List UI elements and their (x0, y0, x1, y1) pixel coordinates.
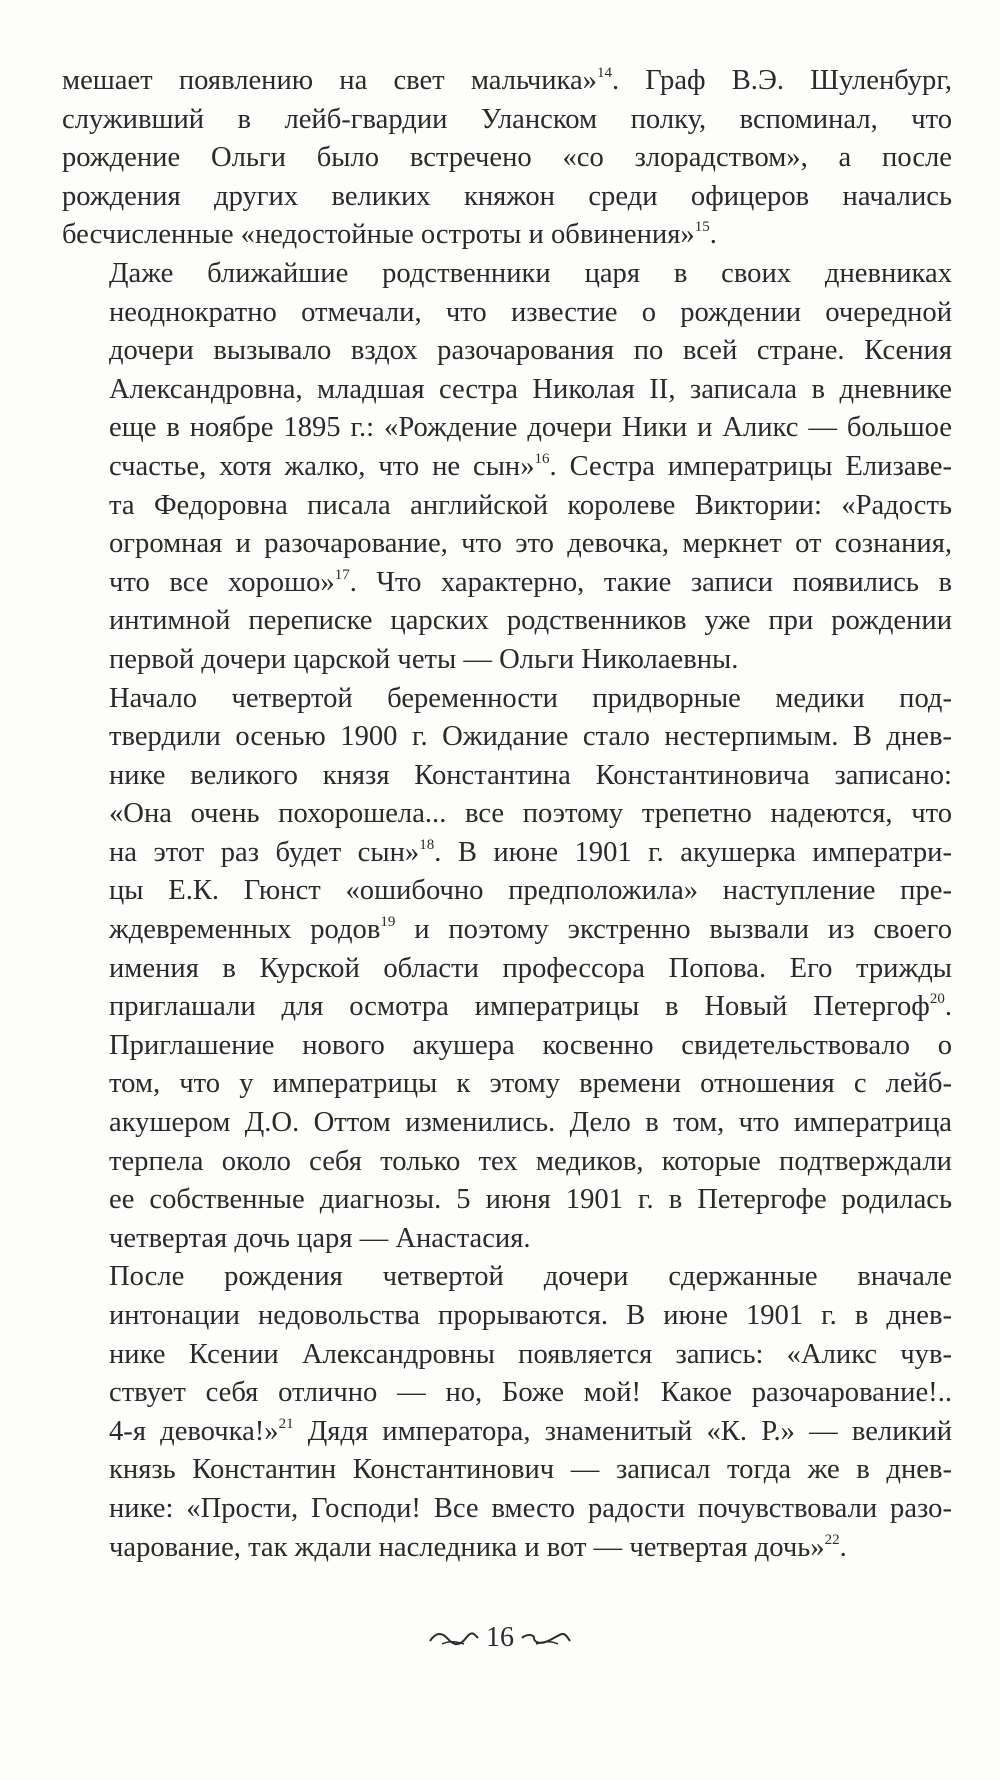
footnote-reference: 17 (334, 566, 350, 583)
text-line (62, 1027, 952, 1066)
text-segment: неоднократно отмечали, что известие о рождении очередной (109, 296, 952, 328)
text-line (62, 641, 952, 680)
text-segment: ждевременных родов (109, 914, 381, 946)
body-text (62, 62, 952, 1567)
text-segment: первой дочери царской четы — Ольги Николаевны. (109, 643, 739, 675)
text-line (62, 795, 952, 834)
footnote-reference: 22 (824, 1531, 840, 1548)
page-number: 16 (486, 1622, 514, 1653)
text-segment: . (944, 991, 952, 1023)
text-line (62, 1143, 952, 1182)
text-line (62, 216, 952, 255)
text-segment: князь Константин Константинович — записал тогда же в днев- (109, 1454, 952, 1486)
text-line (62, 988, 952, 1027)
text-line (62, 1065, 952, 1104)
text-line (62, 602, 952, 641)
text-segment: «Она очень похорошела... все поэтому трепетно надеются, что (109, 798, 952, 830)
text-line (62, 834, 952, 873)
text-segment: та Федоровна писала английской королеве Виктории: «Радость (109, 489, 952, 521)
text-line (62, 1490, 952, 1529)
text-segment: огромная и разочарование, что это девочка, меркнет от сознания, (109, 528, 952, 560)
text-line (62, 178, 952, 217)
right-flourish-ornament (520, 1628, 572, 1648)
footnote-reference: 21 (278, 1415, 294, 1432)
text-line (62, 757, 952, 796)
page-footer (0, 1622, 1000, 1654)
text-segment: ствует себя отлично — но, Боже мой! Какое разочарование!.. (109, 1377, 952, 1409)
text-segment: имения в Курской области профессора Попова. Его трижды (109, 952, 952, 984)
footnote-reference: 18 (419, 836, 435, 853)
text-line (62, 718, 952, 757)
text-segment: . Граф В.Э. Шуленбург, (611, 65, 952, 96)
text-line (62, 1297, 952, 1336)
text-line (62, 332, 952, 371)
text-segment: Приглашение нового акушера косвенно свидетельствовало о (109, 1029, 952, 1061)
text-segment: и поэтому экстренно вызвали из своего (395, 914, 952, 946)
text-line (62, 950, 952, 989)
text-segment: Начало четвертой беременности придворные медики под- (109, 682, 952, 714)
text-segment: Дядя императора, знаменитый «К. Р.» — великий (293, 1415, 952, 1447)
text-segment: . (839, 1531, 847, 1563)
text-line (62, 101, 952, 140)
text-line (62, 255, 952, 294)
text-segment: цы Е.К. Гюнст «ошибочно предположила» наступление пре- (109, 875, 952, 907)
text-line (62, 448, 952, 487)
text-segment: Александровна, младшая сестра Николая II, записала в дневнике (109, 373, 952, 405)
text-line (62, 1220, 952, 1259)
text-segment: рождение Ольги было встречено «со злорадством», а после (62, 142, 952, 174)
text-line (62, 409, 952, 448)
text-segment: 4-я девочка!» (109, 1415, 279, 1447)
text-line (62, 1413, 952, 1452)
text-segment: четвертая дочь царя — Анастасия. (109, 1222, 531, 1254)
text-segment: . Что характерно, такие записи появились в (349, 566, 953, 598)
text-segment: твердили осенью 1900 г. Ожидание стало нестерпимым. В днев- (109, 721, 952, 753)
footnote-reference: 16 (534, 450, 550, 467)
text-segment: ее собственные диагнозы. 5 июня 1901 г. в Петергофе родилась (109, 1184, 952, 1216)
text-segment: рождения других великих княжон среди офицеров начались (62, 180, 952, 212)
paragraph (62, 1258, 952, 1567)
text-line (62, 1336, 952, 1375)
text-segment: терпела около себя только тех медиков, которые подтверждали (109, 1145, 952, 1177)
paragraph (62, 62, 952, 255)
text-line (62, 62, 952, 101)
text-line (62, 294, 952, 333)
text-line (62, 1451, 952, 1490)
text-line (62, 1374, 952, 1413)
text-line (62, 1181, 952, 1220)
footnote-reference: 20 (929, 991, 945, 1008)
text-line (62, 911, 952, 950)
text-segment: акушером Д.О. Оттом изменились. Дело в том, что императрица (109, 1107, 952, 1139)
text-line (62, 487, 952, 526)
text-line (62, 1529, 952, 1568)
text-segment: приглашали для осмотра императрицы в Новый Петергоф (109, 991, 930, 1023)
text-segment: служивший в лейб-гвардии Уланском полку, вспоминал, что (62, 103, 952, 135)
text-segment: интонации недовольства прорываются. В июне 1901 г. в днев- (109, 1300, 952, 1331)
text-line (62, 139, 952, 178)
text-segment: нике Ксении Александровны появляется запись: «Аликс чув- (109, 1338, 952, 1370)
paragraph (62, 680, 952, 1259)
footnote-reference: 14 (596, 65, 612, 81)
text-line (62, 525, 952, 564)
footnote-reference: 15 (694, 219, 710, 236)
text-segment: счастье, хотя жалко, что не сын» (109, 450, 535, 482)
text-segment: бесчисленные «недостойные остроты и обвинения» (62, 219, 695, 251)
text-segment: . Сестра императрицы Елизаве- (549, 450, 953, 482)
text-segment: После рождения четвертой дочери сдержанные вначале (109, 1261, 952, 1293)
text-segment: что все хорошо» (109, 566, 335, 598)
paragraph (62, 255, 952, 680)
text-segment: интимной переписке царских родственников уже при рождении (109, 605, 952, 637)
text-segment: том, что у императрицы к этому времени отношения с лейб- (109, 1068, 952, 1100)
text-segment: чарование, так ждали наследника и вот — четвертая дочь» (109, 1531, 825, 1563)
text-line (62, 872, 952, 911)
left-flourish-ornament (428, 1628, 480, 1648)
text-line (62, 371, 952, 410)
text-line (62, 1104, 952, 1143)
text-segment: еще в ноябре 1895 г.: «Рождение дочери Ники и Аликс — большое (109, 412, 952, 444)
text-segment: дочери вызывало вздох разочарования по всей стране. Ксения (109, 335, 952, 367)
text-segment: . (709, 219, 717, 251)
text-segment: Даже ближайшие родственники царя в своих дневниках (109, 257, 952, 289)
text-line (62, 564, 952, 603)
text-line (62, 680, 952, 719)
text-line (62, 1258, 952, 1297)
text-segment: нике великого князя Константина Константиновича записано: (109, 759, 952, 791)
text-segment: нике: «Прости, Господи! Все вместо радости почувствовали разо- (109, 1492, 952, 1524)
text-segment: . В июне 1901 г. акушерка императри- (434, 836, 952, 868)
text-segment: мешает появлению на свет мальчика» (62, 65, 597, 96)
text-segment: на этот раз будет сын» (109, 836, 420, 868)
footnote-reference: 19 (380, 914, 396, 931)
